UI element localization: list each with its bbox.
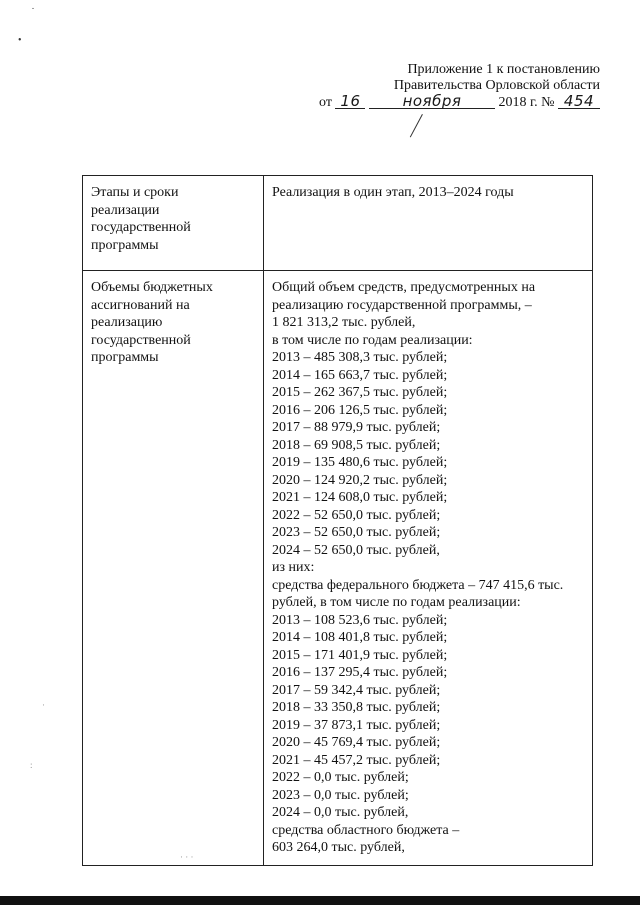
row-label — [83, 271, 264, 866]
scan-bottom-edge — [0, 896, 640, 905]
cell-line: 2013 – 108 523,6 тыс. рублей; — [272, 612, 448, 628]
header-date-line — [300, 94, 600, 111]
cell-line: 2022 – 0,0 тыс. рублей; — [272, 770, 409, 785]
cell-line: 2018 – 33 350,8 тыс. рублей; — [272, 700, 441, 715]
cell-line: 2016 – 137 295,4 тыс. рублей; — [272, 665, 448, 680]
handwritten-month: ноября — [369, 94, 495, 109]
cell-line: 2019 – 135 480,6 тыс. рублей; — [272, 455, 448, 470]
handwritten-number: 454 — [558, 94, 600, 109]
cell-line: 2022 – 52 650,0 тыс. рублей; — [272, 507, 441, 523]
cell-line: реализацию — [91, 315, 163, 330]
table-row — [83, 271, 593, 866]
cell-line: Объемы бюджетных — [91, 280, 213, 295]
header-line-1: Приложение 1 к постановлению — [407, 62, 600, 77]
cell-line: реализации — [91, 202, 160, 218]
cell-line: 2015 – 171 401,9 тыс. рублей; — [272, 647, 448, 663]
cell-line: 2023 – 0,0 тыс. рублей; — [272, 787, 409, 803]
scan-artifact: · — [42, 700, 45, 710]
cell-line: реализацию государственной программы, – — [272, 297, 532, 313]
cell-line: в том числе по годам реализации: — [272, 332, 473, 348]
program-passport-table — [82, 175, 593, 866]
cell-line: 2014 – 108 401,8 тыс. рублей; — [272, 630, 448, 645]
cell-line: 2019 – 37 873,1 тыс. рублей; — [272, 717, 441, 733]
row-label — [83, 176, 264, 271]
cell-line: Общий объем средств, предусмотренных на — [272, 280, 536, 295]
cell-line: 2013 – 485 308,3 тыс. рублей; — [272, 350, 448, 365]
cell-line: 2021 – 124 608,0 тыс. рублей; — [272, 490, 448, 505]
cell-line: 1 821 313,2 тыс. рублей, — [272, 315, 416, 330]
cell-line: 2017 – 59 342,4 тыс. рублей; — [272, 682, 441, 698]
date-year: 2018 г. № — [498, 95, 555, 110]
cell-line: 2024 – 0,0 тыс. рублей, — [272, 805, 409, 820]
row-value — [264, 271, 593, 866]
cell-line: средства федерального бюджета – 747 415,6 тыс. — [272, 577, 564, 593]
cell-line: из них: — [272, 560, 315, 575]
cell-line: программы — [91, 237, 159, 253]
date-prefix: от — [319, 95, 332, 110]
table-row — [83, 176, 593, 271]
cell-line: 2016 – 206 126,5 тыс. рублей; — [272, 402, 448, 418]
cell-line: 2020 – 45 769,4 тыс. рублей; — [272, 735, 441, 750]
row-value — [264, 176, 593, 271]
appendix-header — [300, 62, 600, 111]
cell-line: средства областного бюджета – — [272, 822, 460, 838]
cell-line: государственной — [91, 220, 191, 235]
signature-stroke — [410, 114, 423, 137]
cell-line: Этапы и сроки — [91, 185, 179, 200]
scan-artifact: : — [30, 760, 33, 770]
cell-line: программы — [91, 350, 159, 365]
cell-line: государственной — [91, 332, 191, 348]
cell-line: 2023 – 52 650,0 тыс. рублей; — [272, 525, 441, 540]
scan-artifact: · · · — [180, 852, 194, 862]
cell-line: ассигнований на — [91, 297, 190, 313]
cell-line: 603 264,0 тыс. рублей, — [272, 840, 405, 855]
cell-line: 2015 – 262 367,5 тыс. рублей; — [272, 385, 448, 400]
scan-mark: • — [18, 35, 22, 46]
cell-line: рублей, в том числе по годам реализации: — [272, 595, 521, 610]
cell-line: 2024 – 52 650,0 тыс. рублей, — [272, 542, 440, 558]
header-line-2: Правительства Орловской области — [393, 78, 600, 93]
handwritten-day: 16 — [335, 94, 365, 109]
cell-line: 2018 – 69 908,5 тыс. рублей; — [272, 437, 441, 453]
cell-line: 2017 – 88 979,9 тыс. рублей; — [272, 420, 441, 435]
cell-line: Реализация в один этап, 2013–2024 годы — [272, 185, 514, 200]
cell-line: 2020 – 124 920,2 тыс. рублей; — [272, 472, 448, 488]
cell-line: 2021 – 45 457,2 тыс. рублей; — [272, 752, 441, 768]
cell-line: 2014 – 165 663,7 тыс. рублей; — [272, 367, 448, 383]
